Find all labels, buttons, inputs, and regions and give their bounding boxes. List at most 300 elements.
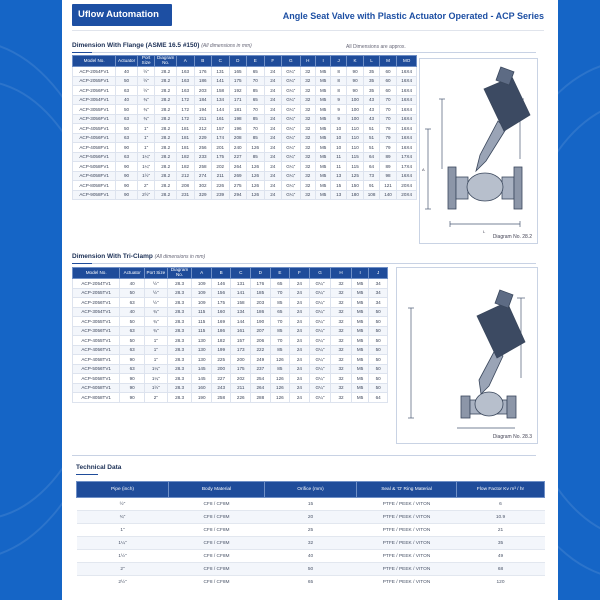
table-cell: G¼" — [309, 288, 331, 298]
table-cell: 2" — [137, 181, 155, 191]
table-cell: 65 — [265, 576, 357, 589]
table-cell: 24 — [264, 114, 282, 124]
table-cell: ACP-3054TV1 — [73, 307, 120, 317]
triclamp-diagram-caption: Diagram No. 28.3 — [492, 434, 532, 440]
table-cell: CF8 / CF8M — [169, 537, 265, 550]
table-cell: 28.2 — [155, 105, 177, 115]
table-cell: 100 — [346, 114, 364, 124]
table-cell: 227 — [229, 152, 247, 162]
table-cell: M5 — [315, 76, 330, 86]
table-cell: 211 — [212, 171, 230, 181]
datasheet-page — [62, 0, 558, 600]
table-cell: 24 — [290, 355, 310, 365]
table-cell: 24 — [264, 152, 282, 162]
table-cell: 126 — [247, 171, 265, 181]
table-cell: 121 — [379, 181, 397, 191]
table-cell: G¼" — [309, 298, 331, 308]
table-cell: 50 — [369, 355, 388, 365]
table-cell: 90 — [346, 86, 364, 96]
table-cell: 161 — [231, 326, 251, 336]
table-cell: ACP-2056TV1 — [73, 298, 120, 308]
column-header: L — [364, 56, 379, 67]
table-row — [77, 511, 545, 524]
table-cell: M5 — [351, 336, 369, 346]
table-cell: 249 — [251, 355, 271, 365]
table-cell: 208 — [229, 133, 247, 143]
table-cell: 256 — [194, 143, 212, 153]
column-header: D — [251, 268, 271, 279]
table-cell: 85 — [270, 326, 290, 336]
table-cell: 10.9 — [457, 511, 545, 524]
table-cell: 20X4 — [397, 190, 417, 200]
table-cell: 32 — [300, 133, 315, 143]
table-cell: CF8 / CF8M — [169, 524, 265, 537]
table-cell: 1½" — [145, 383, 168, 393]
table-cell: M5 — [351, 345, 369, 355]
column-header: H — [300, 56, 315, 67]
column-header: C — [212, 56, 230, 67]
table-cell: 186 — [211, 326, 231, 336]
table-cell: CF8 / CF8M — [169, 511, 265, 524]
table-cell: 65 — [270, 279, 290, 289]
section-divider — [92, 263, 536, 264]
table-cell: 8 — [331, 67, 346, 77]
table-cell: 160 — [211, 307, 231, 317]
table-cell: 60 — [379, 67, 397, 77]
table-cell: G¼" — [282, 86, 301, 96]
table-cell: 32 — [331, 345, 352, 355]
table-cell: 16X4 — [397, 76, 417, 86]
table-cell: G¼" — [282, 95, 301, 105]
column-header: D — [229, 56, 247, 67]
table-cell: 1" — [77, 524, 169, 537]
table-row — [73, 317, 388, 327]
table-cell: 85 — [270, 364, 290, 374]
table-cell: 43 — [364, 95, 379, 105]
table-cell: 240 — [229, 143, 247, 153]
table-cell: 163 — [177, 86, 195, 96]
table-cell: 79 — [379, 143, 397, 153]
column-header: J — [369, 268, 388, 279]
table-cell: M5 — [315, 105, 330, 115]
table-cell: M5 — [315, 162, 330, 172]
table-cell: ¾" — [145, 317, 168, 327]
table-cell: 329 — [194, 190, 212, 200]
table-cell: 90 — [116, 162, 138, 172]
column-header: J — [331, 56, 346, 67]
table-cell: 9 — [331, 95, 346, 105]
table-cell: G¼" — [309, 317, 331, 327]
table-cell: 70 — [247, 124, 265, 134]
table-cell: 50 — [116, 105, 138, 115]
svg-text:L: L — [483, 229, 486, 234]
table-cell: M5 — [351, 383, 369, 393]
column-header: M — [379, 56, 397, 67]
table-cell: 50 — [120, 336, 145, 346]
table-cell: 126 — [270, 383, 290, 393]
flange-subtitle: (All dimensions in mm) — [201, 43, 252, 49]
table-cell: 79 — [379, 124, 397, 134]
table-cell: 28.2 — [155, 181, 177, 191]
triclamp-subtitle: (All dimensions in mm) — [154, 254, 206, 260]
column-header: Port Size — [137, 56, 155, 67]
table-cell: ACP-3056FV1 — [73, 114, 116, 124]
table-cell: G¼" — [282, 67, 301, 77]
table-cell: 163 — [177, 76, 195, 86]
table-cell: G¼" — [309, 355, 331, 365]
table-cell: 50 — [369, 317, 388, 327]
table-cell: ACP-2054FV1 — [73, 67, 116, 77]
table-cell: ¾" — [77, 511, 169, 524]
table-cell: ½" — [77, 498, 169, 511]
table-row — [77, 576, 545, 589]
table-cell: 24 — [290, 279, 310, 289]
table-cell: G¼" — [282, 143, 301, 153]
table-cell: 24 — [264, 162, 282, 172]
table-row — [73, 393, 388, 403]
table-cell: G¼" — [309, 326, 331, 336]
table-cell: ACP-2055FV1 — [73, 76, 116, 86]
table-cell: 28.3 — [167, 307, 192, 317]
table-cell: ACP-9058FV1 — [73, 190, 116, 200]
section-accent — [76, 474, 98, 475]
table-cell: 49 — [457, 550, 545, 563]
table-cell: M5 — [315, 67, 330, 77]
table-cell: 43 — [364, 114, 379, 124]
table-cell: 28.3 — [167, 288, 192, 298]
table-cell: 63 — [116, 86, 138, 96]
column-header: Body Material — [169, 482, 265, 498]
table-cell: 212 — [177, 171, 195, 181]
table-cell: 50 — [116, 76, 138, 86]
table-cell: 50 — [116, 124, 138, 134]
table-cell: M5 — [351, 307, 369, 317]
table-cell: 125 — [346, 171, 364, 181]
table-row — [73, 95, 417, 105]
table-cell: 115 — [192, 307, 212, 317]
table-cell: 24 — [264, 95, 282, 105]
table-row — [77, 537, 545, 550]
table-cell: 190 — [251, 317, 271, 327]
table-cell: 79 — [379, 133, 397, 143]
table-cell: 28.2 — [155, 86, 177, 96]
table-cell: 176 — [194, 67, 212, 77]
table-cell: 10 — [331, 143, 346, 153]
table-cell: ½" — [137, 67, 155, 77]
table-cell: M5 — [351, 317, 369, 327]
table-cell: ½" — [137, 76, 155, 86]
table-cell: 51 — [364, 124, 379, 134]
table-cell: ¾" — [137, 105, 155, 115]
table-cell: 24 — [290, 393, 310, 403]
table-cell: 115 — [346, 152, 364, 162]
table-cell: ACP-8058TV1 — [73, 393, 120, 403]
column-header: Seal & 'O' Ring Material — [357, 482, 457, 498]
table-cell: 181 — [177, 143, 195, 153]
table-cell: 1¼" — [77, 537, 169, 550]
table-cell: ACP-6058FV1 — [73, 171, 116, 181]
table-cell: 264 — [251, 383, 271, 393]
table-cell: ½" — [145, 279, 168, 289]
table-cell: G¼" — [282, 114, 301, 124]
table-row — [73, 152, 417, 162]
table-cell: 131 — [231, 279, 251, 289]
table-cell: 50 — [369, 307, 388, 317]
table-cell: ACP-4058TV1 — [73, 355, 120, 365]
section-divider — [92, 52, 536, 53]
table-cell: 15 — [265, 498, 357, 511]
table-cell: 126 — [247, 143, 265, 153]
table-cell: 258 — [194, 162, 212, 172]
table-cell: PTFE / PEEK / VITON — [357, 498, 457, 511]
table-cell: 226 — [212, 181, 230, 191]
flange-title-text: Dimension With Flange (ASME 16.5 #150) — [72, 42, 200, 49]
table-cell: 1" — [137, 133, 155, 143]
table-cell: ½" — [137, 86, 155, 96]
table-cell: 90 — [116, 143, 138, 153]
table-cell: 70 — [379, 105, 397, 115]
table-cell: 1¼" — [137, 162, 155, 172]
table-cell: M5 — [315, 86, 330, 96]
table-cell: 32 — [331, 317, 352, 327]
table-cell: G¼" — [309, 383, 331, 393]
table-cell: 126 — [270, 393, 290, 403]
table-cell: 2½" — [77, 576, 169, 589]
table-cell: 1" — [145, 355, 168, 365]
table-cell: 6 — [457, 498, 545, 511]
table-cell: 28.3 — [167, 383, 192, 393]
table-cell: 90 — [346, 76, 364, 86]
table-cell: 264 — [229, 162, 247, 172]
table-cell: 194 — [194, 105, 212, 115]
table-cell: 192 — [229, 86, 247, 96]
table-cell: G¼" — [282, 171, 301, 181]
table-cell: 1½" — [137, 171, 155, 181]
table-cell: 202 — [212, 162, 230, 172]
column-header: Diagram No. — [155, 56, 177, 67]
table-cell: 181 — [229, 105, 247, 115]
table-cell: 32 — [300, 86, 315, 96]
table-cell: 50 — [265, 563, 357, 576]
table-cell: 60 — [379, 86, 397, 96]
table-cell: 288 — [251, 393, 271, 403]
table-cell: 85 — [270, 345, 290, 355]
table-cell: G¼" — [282, 181, 301, 191]
table-cell: 90 — [116, 181, 138, 191]
table-cell: 16X4 — [397, 114, 417, 124]
table-cell: 24 — [264, 76, 282, 86]
table-cell: ACP-4056FV1 — [73, 133, 116, 143]
table-cell: 157 — [212, 124, 230, 134]
table-cell: 126 — [247, 181, 265, 191]
table-cell: 60 — [379, 76, 397, 86]
flange-dimension-table — [72, 55, 417, 200]
table-cell: 28.2 — [155, 143, 177, 153]
table-cell: 24 — [290, 364, 310, 374]
table-cell: 100 — [346, 95, 364, 105]
table-cell: 200 — [211, 364, 231, 374]
table-cell: 206 — [251, 336, 271, 346]
column-header: MO — [397, 56, 417, 67]
table-cell: 196 — [229, 124, 247, 134]
table-cell: 181 — [177, 124, 195, 134]
table-cell: 202 — [231, 374, 251, 384]
table-cell: 70 — [247, 105, 265, 115]
table-cell: M5 — [351, 393, 369, 403]
table-cell: 35 — [457, 537, 545, 550]
table-cell: PTFE / PEEK / VITON — [357, 524, 457, 537]
section-divider — [72, 455, 536, 456]
table-cell: G¼" — [309, 336, 331, 346]
table-cell: 165 — [229, 67, 247, 77]
table-cell: 186 — [194, 76, 212, 86]
table-row — [73, 364, 388, 374]
table-cell: 158 — [231, 298, 251, 308]
table-cell: 24 — [290, 307, 310, 317]
table-cell: ACP-6058TV1 — [73, 383, 120, 393]
column-header: Port Size — [145, 268, 168, 279]
table-cell: 32 — [331, 279, 352, 289]
column-header: Pipe (inch) — [77, 482, 169, 498]
table-cell: 1¼" — [145, 374, 168, 384]
table-row — [73, 345, 388, 355]
table-cell: ACP-2056FV1 — [73, 86, 116, 96]
table-cell: 141 — [231, 288, 251, 298]
table-cell: CF8 / CF8M — [169, 576, 265, 589]
table-cell: 16X4 — [397, 133, 417, 143]
table-cell: 176 — [251, 279, 271, 289]
table-cell: 65 — [270, 307, 290, 317]
table-cell: 208 — [177, 181, 195, 191]
table-cell: 32 — [300, 181, 315, 191]
table-cell: 172 — [177, 95, 195, 105]
table-cell: 28.2 — [155, 190, 177, 200]
table-cell: 1¼" — [145, 364, 168, 374]
column-header: F — [290, 268, 310, 279]
table-cell: 32 — [300, 114, 315, 124]
table-row — [77, 524, 545, 537]
brand-label: Uflow Automation — [72, 4, 172, 26]
table-cell: 65 — [247, 67, 265, 77]
table-cell: 24 — [264, 67, 282, 77]
column-header: B — [211, 268, 231, 279]
table-cell: 227 — [211, 374, 231, 384]
table-cell: 145 — [192, 374, 212, 384]
table-cell: 275 — [229, 181, 247, 191]
table-row — [77, 563, 545, 576]
table-cell: 156 — [211, 288, 231, 298]
table-row — [73, 67, 417, 77]
table-cell: 24 — [290, 345, 310, 355]
table-cell: 64 — [369, 393, 388, 403]
table-cell: 24 — [290, 298, 310, 308]
table-cell: 145 — [192, 364, 212, 374]
table-cell: G¼" — [309, 307, 331, 317]
flange-section-title — [72, 42, 252, 49]
table-cell: ¾" — [145, 307, 168, 317]
table-cell: 131 — [212, 67, 230, 77]
section-accent — [72, 52, 92, 53]
table-row — [73, 124, 417, 134]
table-cell: 70 — [247, 76, 265, 86]
table-row — [73, 326, 388, 336]
column-header: A — [192, 268, 212, 279]
table-row — [73, 76, 417, 86]
table-cell: 9 — [331, 114, 346, 124]
table-cell: 126 — [270, 374, 290, 384]
table-cell: 28.2 — [155, 171, 177, 181]
table-cell: 211 — [231, 383, 251, 393]
table-row — [73, 383, 388, 393]
column-header: E — [270, 268, 290, 279]
table-cell: 16X4 — [397, 86, 417, 96]
table-cell: 64 — [364, 162, 379, 172]
table-cell: 2" — [77, 563, 169, 576]
table-cell: 50 — [369, 345, 388, 355]
table-cell: 175 — [212, 152, 230, 162]
table-cell: 24 — [290, 317, 310, 327]
table-row — [73, 181, 417, 191]
table-cell: 70 — [270, 288, 290, 298]
table-cell: 28.3 — [167, 336, 192, 346]
table-cell: 109 — [192, 298, 212, 308]
table-cell: 50 — [369, 326, 388, 336]
table-cell: ACP-5056TV1 — [73, 364, 120, 374]
table-cell: G¼" — [309, 279, 331, 289]
table-cell: 34 — [369, 298, 388, 308]
triclamp-valve-drawing — [397, 268, 539, 445]
table-cell: 1" — [145, 345, 168, 355]
table-cell: 24 — [290, 326, 310, 336]
column-header: Actuator — [120, 268, 145, 279]
table-cell: 254 — [251, 374, 271, 384]
table-cell: 198 — [229, 114, 247, 124]
table-cell: 90 — [120, 383, 145, 393]
column-header: C — [231, 268, 251, 279]
table-cell: 225 — [211, 355, 231, 365]
table-cell: 11 — [331, 152, 346, 162]
table-cell: 233 — [194, 152, 212, 162]
table-cell: 85 — [247, 133, 265, 143]
table-cell: 243 — [211, 383, 231, 393]
table-cell: G¼" — [309, 345, 331, 355]
column-header: I — [315, 56, 330, 67]
table-cell: 185 — [251, 288, 271, 298]
table-cell: 16X4 — [397, 95, 417, 105]
table-cell: 34 — [369, 288, 388, 298]
column-header: E — [247, 56, 265, 67]
table-cell: 115 — [346, 162, 364, 172]
table-cell: 130 — [192, 336, 212, 346]
table-cell: 134 — [212, 95, 230, 105]
table-cell: 90 — [120, 355, 145, 365]
table-cell: 28.3 — [167, 393, 192, 403]
column-header: H — [331, 268, 352, 279]
triclamp-valve-diagram — [396, 267, 538, 444]
table-cell: ACP-4055TV1 — [73, 336, 120, 346]
column-header: A — [177, 56, 195, 67]
table-cell: 50 — [369, 383, 388, 393]
table-cell: 274 — [194, 171, 212, 181]
table-row — [73, 105, 417, 115]
table-cell: M5 — [351, 298, 369, 308]
table-cell: 1" — [137, 143, 155, 153]
table-cell: 50 — [369, 336, 388, 346]
table-cell: 50 — [369, 364, 388, 374]
table-cell: 35 — [364, 86, 379, 96]
table-row — [73, 288, 388, 298]
table-row — [73, 336, 388, 346]
